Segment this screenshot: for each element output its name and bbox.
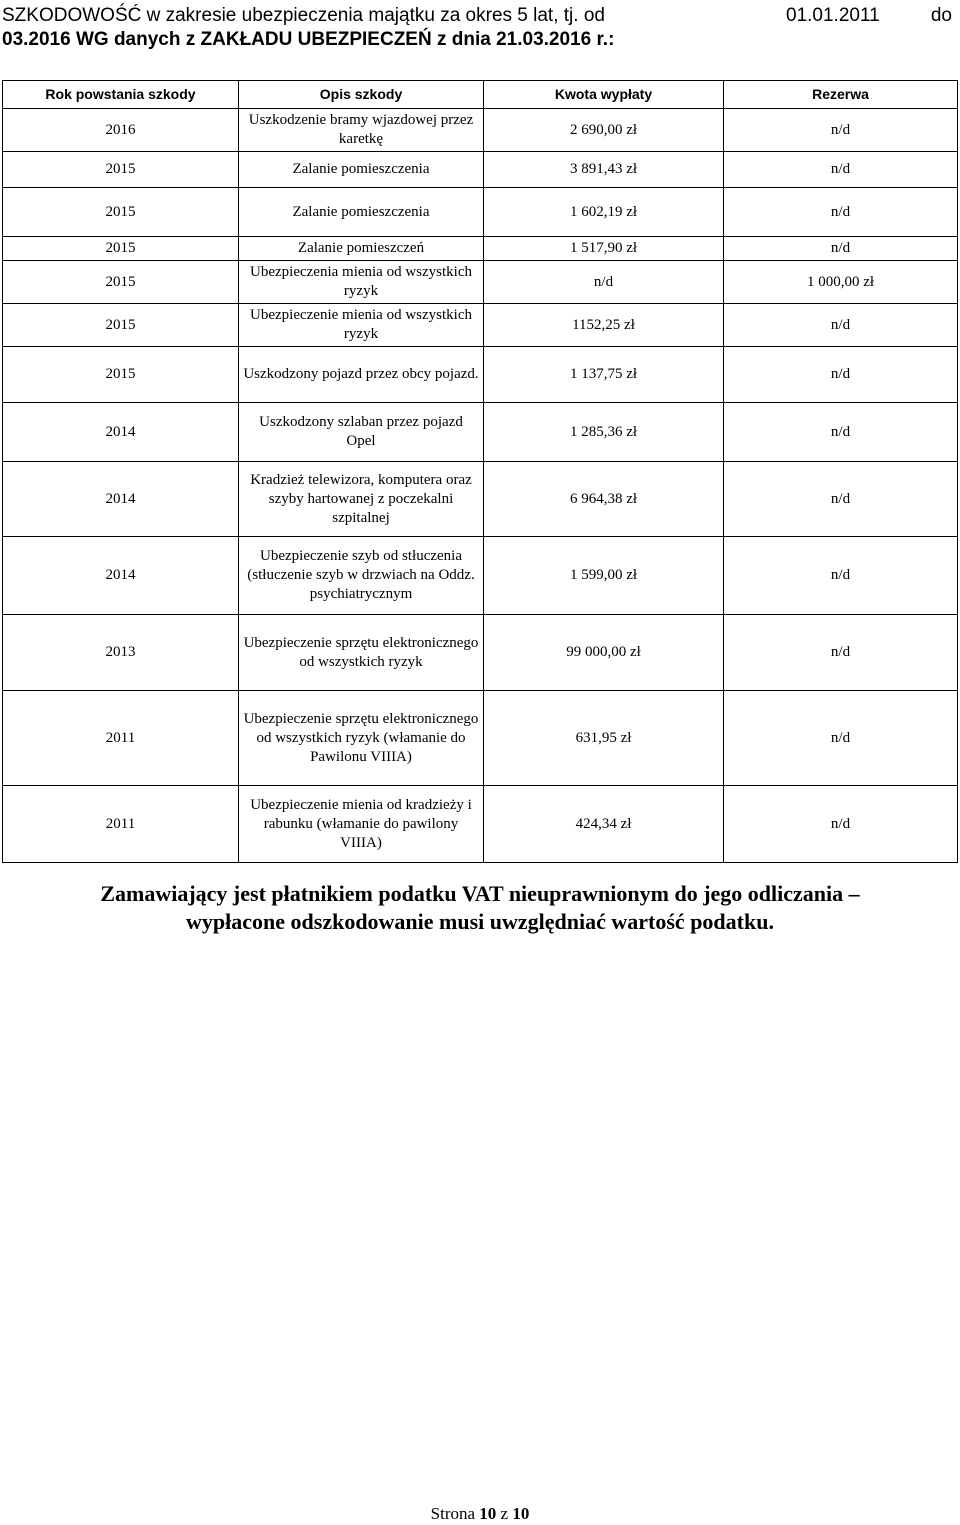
table-row [3,347,958,403]
cell-reserve: n/d [724,188,958,237]
heading-line-1-text: SZKODOWOŚĆ w zakresie ubezpieczenia majątku za okres 5 lat, tj. od [2,5,605,26]
cell-amount: 1 517,90 zł [484,237,724,261]
cell-reserve: n/d [724,462,958,537]
heading-line-1 [2,4,952,28]
vat-note [0,880,960,936]
footer-page-number: 10 [479,1504,497,1523]
page-footer [0,1504,960,1524]
table-row [3,304,958,347]
cell-year: 2015 [3,347,239,403]
cell-amount: 1152,25 zł [484,304,724,347]
cell-amount: 424,34 zł [484,786,724,863]
cell-year: 2015 [3,188,239,237]
table-row [3,261,958,304]
cell-description: Ubezpieczenie szyb od stłuczenia (stłuczenie szyb w drzwiach na Oddz. psychiatrycznym [239,537,484,615]
table-row [3,152,958,188]
cell-reserve: n/d [724,615,958,691]
table-row [3,462,958,537]
cell-amount: 1 599,00 zł [484,537,724,615]
cell-description: Ubezpieczenia mienia od wszystkich ryzyk [239,261,484,304]
cell-description: Uszkodzenie bramy wjazdowej przez karetkę [239,109,484,152]
header-amount: Kwota wypłaty [484,81,724,109]
table-row [3,109,958,152]
header-reserve: Rezerwa [724,81,958,109]
cell-reserve: n/d [724,537,958,615]
cell-description: Uszkodzony pojazd przez obcy pojazd. [239,347,484,403]
heading-line-2: 03.2016 WG danych z ZAKŁADU UBEZPIECZEŃ z dnia 21.03.2016 r.: [2,29,615,50]
cell-amount: 631,95 zł [484,691,724,786]
cell-year: 2016 [3,109,239,152]
table-row [3,403,958,462]
cell-amount: n/d [484,261,724,304]
cell-description: Uszkodzony szlaban przez pojazd Opel [239,403,484,462]
cell-year: 2011 [3,786,239,863]
cell-year: 2013 [3,615,239,691]
table-row [3,786,958,863]
cell-amount: 6 964,38 zł [484,462,724,537]
cell-description: Zalanie pomieszczenia [239,152,484,188]
cell-description: Ubezpieczenie mienia od wszystkich ryzyk [239,304,484,347]
cell-reserve: 1 000,00 zł [724,261,958,304]
cell-reserve: n/d [724,786,958,863]
table-row [3,537,958,615]
cell-reserve: n/d [724,109,958,152]
cell-reserve: n/d [724,237,958,261]
cell-reserve: n/d [724,152,958,188]
cell-amount: 99 000,00 zł [484,615,724,691]
cell-description: Ubezpieczenie sprzętu elektronicznego od wszystkich ryzyk (włamanie do Pawilonu VIIIA) [239,691,484,786]
vat-note-line-1: Zamawiający jest płatnikiem podatku VAT nieuprawnionym do jego odliczania – [100,881,860,906]
footer-total-pages: 10 [512,1504,530,1523]
cell-description: Ubezpieczenie sprzętu elektronicznego od wszystkich ryzyk [239,615,484,691]
cell-amount: 1 137,75 zł [484,347,724,403]
cell-year: 2015 [3,304,239,347]
cell-description: Zalanie pomieszczenia [239,188,484,237]
cell-year: 2015 [3,152,239,188]
heading-do: do [930,5,952,26]
table-row [3,691,958,786]
cell-reserve: n/d [724,347,958,403]
claims-table [2,80,958,863]
cell-year: 2014 [3,462,239,537]
cell-amount: 1 602,19 zł [484,188,724,237]
table-header-row [3,81,958,109]
table-row [3,237,958,261]
cell-year: 2014 [3,537,239,615]
cell-year: 2011 [3,691,239,786]
cell-amount: 1 285,36 zł [484,403,724,462]
heading-start-date: 01.01.2011 [786,5,880,26]
footer-label: Strona [430,1504,476,1523]
cell-year: 2014 [3,403,239,462]
cell-reserve: n/d [724,403,958,462]
document-heading [2,4,952,52]
cell-description: Zalanie pomieszczeń [239,237,484,261]
cell-description: Kradzież telewizora, komputera oraz szyby hartowanej z poczekalni szpitalnej [239,462,484,537]
cell-amount: 3 891,43 zł [484,152,724,188]
table-row [3,615,958,691]
header-year: Rok powstania szkody [3,81,239,109]
vat-note-line-2: wypłacone odszkodowanie musi uwzględniać wartość podatku. [186,909,774,934]
cell-year: 2015 [3,237,239,261]
cell-description: Ubezpieczenie mienia od kradzieży i rabunku (włamanie do pawilony VIIIA) [239,786,484,863]
header-description: Opis szkody [239,81,484,109]
cell-year: 2015 [3,261,239,304]
cell-amount: 2 690,00 zł [484,109,724,152]
table-row [3,188,958,237]
cell-reserve: n/d [724,691,958,786]
footer-of: z [500,1504,509,1523]
cell-reserve: n/d [724,304,958,347]
